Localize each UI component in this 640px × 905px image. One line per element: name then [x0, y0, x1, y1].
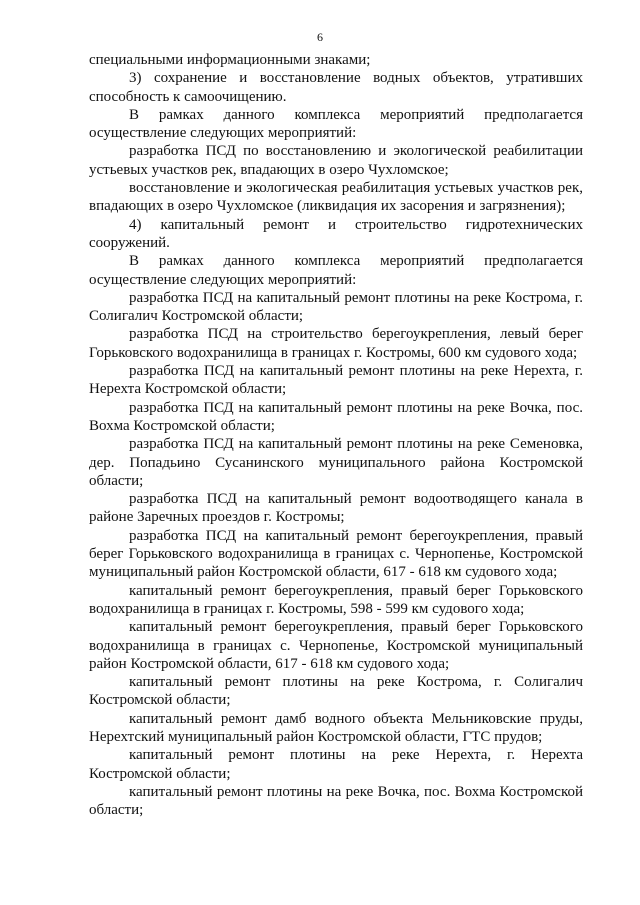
paragraph: разработка ПСД на капитальный ремонт плотины на реке Семеновка, дер. Попадьино Сусанинского муниципального района Костромской области;	[89, 436, 583, 489]
paragraph: В рамках данного комплекса мероприятий предполагается осуществление следующих мероприятий:	[89, 106, 583, 142]
paragraph: разработка ПСД на капитальный ремонт водоотводящего канала в районе Заречных проездов г. Костромы;	[89, 491, 583, 526]
paragraph: разработка ПСД на капитальный ремонт берегоукрепления, правый берег Горьковского водохранилища в границах с. Чернопенье, Костромской муниципальный район Костромской области, 617 - 618 км судового хода;	[89, 527, 583, 581]
paragraph: капитальный ремонт плотины на реке Вочка, пос. Вохма Костромской области;	[89, 783, 583, 819]
paragraph: капитальный ремонт плотины на реке Кострома, г. Солигалич Костромской области;	[89, 674, 583, 709]
paragraph: разработка ПСД по восстановлению и экологической реабилитации устьевых участков рек, впадающих в озеро Чухломское;	[89, 143, 583, 178]
paragraph: капитальный ремонт дамб водного объекта Мельниковские пруды, Нерехтский муниципальный район Костромской области, ГТС прудов;	[89, 710, 583, 745]
paragraph: 4) капитальный ремонт и строительство гидротехнических сооружений.	[89, 216, 583, 251]
paragraph: разработка ПСД на капитальный ремонт плотины на реке Вочка, пос. Вохма Костромской области;	[89, 399, 583, 434]
paragraph: В рамках данного комплекса мероприятий предполагается осуществление следующих мероприятий:	[89, 253, 583, 288]
paragraph: разработка ПСД на капитальный ремонт плотины на реке Нерехта, г. Нерехта Костромской области;	[89, 363, 583, 398]
paragraph: капитальный ремонт берегоукрепления, правый берег Горьковского водохранилища в границах с. Чернопенье, Костромской муниципальный район Костромской области, 617 - 618 км судового хода;	[89, 619, 583, 672]
paragraph: разработка ПСД на капитальный ремонт плотины на реке Кострома, г. Солигалич Костромской области;	[89, 289, 583, 325]
paragraph: капитальный ремонт плотины на реке Нерехта, г. Нерехта Костромской области;	[89, 747, 583, 782]
paragraph: разработка ПСД на строительство берегоукрепления, левый берег Горьковского водохранилища в границах г. Костромы, 600 км судового хода;	[89, 326, 583, 361]
page-number: 6	[317, 30, 323, 44]
paragraph: капитальный ремонт берегоукрепления, правый берег Горьковского водохранилища в границах г. Костромы, 598 - 599 км судового хода;	[89, 582, 583, 617]
paragraph: 3) сохранение и восстановление водных объектов, утративших способность к самоочищению.	[89, 70, 583, 105]
paragraph: специальными информационными знаками;	[89, 52, 371, 68]
paragraph: восстановление и экологическая реабилитация устьевых участков рек, впадающих в озеро Чухломское (ликвидация их засорения и загрязнения);	[89, 180, 583, 215]
document-body	[89, 51, 583, 819]
